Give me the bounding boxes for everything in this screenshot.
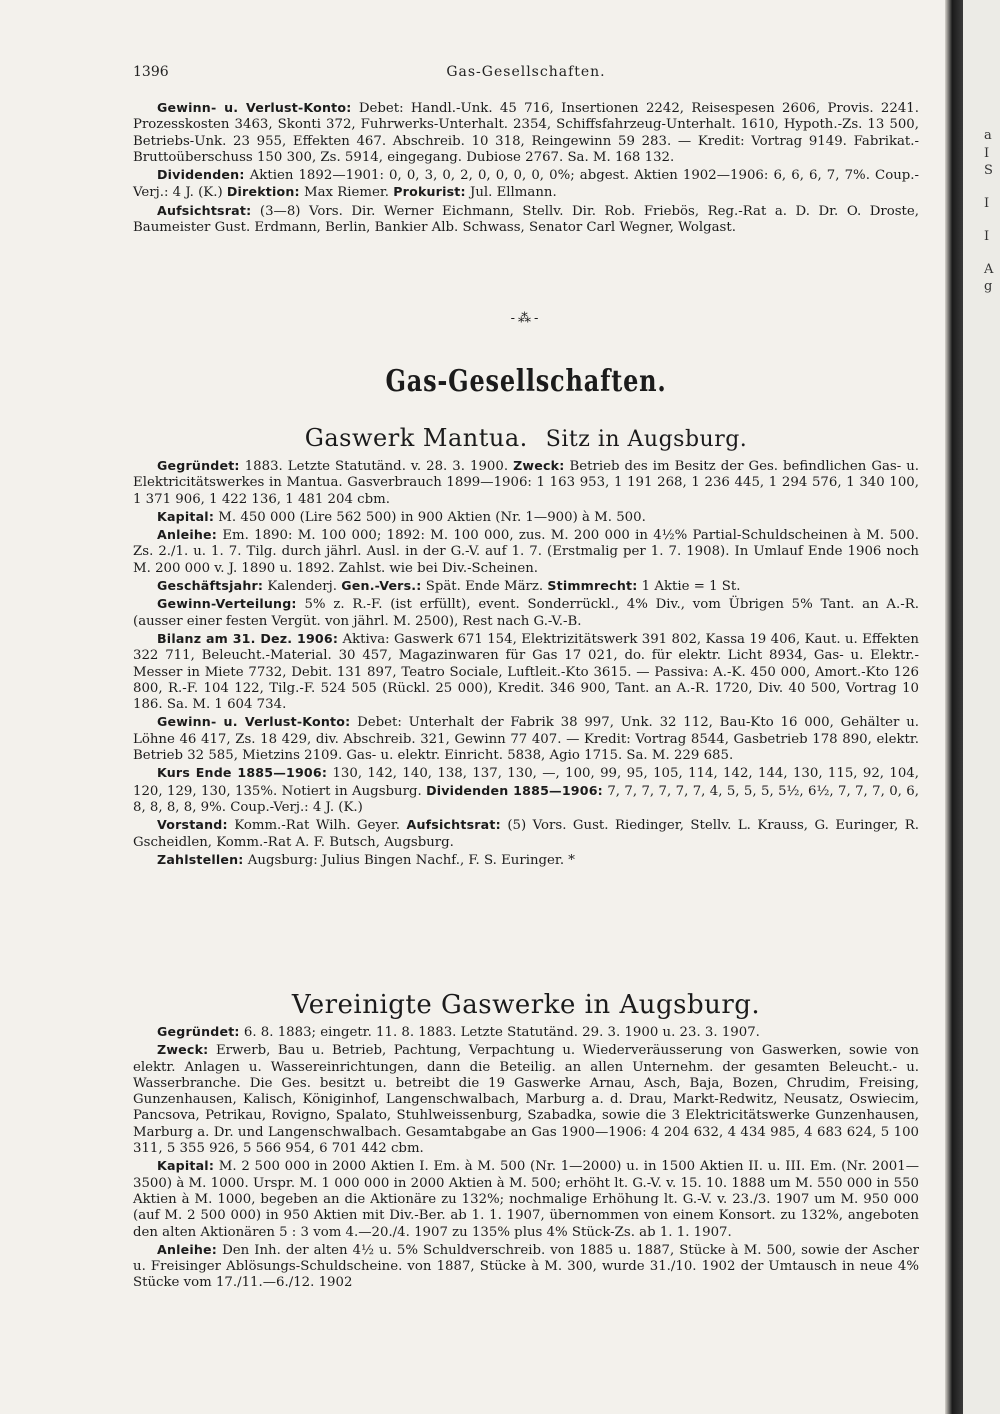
capital: Kapital: M. 2 500 000 in 2000 Aktien I. Em. à M. 500 (Nr. 1—2000) u. in 1500 Aktien II. u. III. Em. (Nr. 2001—3500) à M. 1000. Urspr. M. 1 000 000 in 2000 Aktien à M. 500; erhöht lt. G.-V. v. 15. 10. 1888 um M. 550 000 in 550 Aktien à M. 1000, begeben an die Aktionäre zu 132%; nochmalige Erhöhung lt. G.-V. v. 23./3. 1907 um M. 950 000 (auf M. 2 500 000) in 950 Aktien mit Div.-Ber. ab 1. 1. 1907, übernommen von einem Konsort. zu 132%, angeboten den alten Aktionären 5 : 3 vom 4.—20./4. 1907 zu 135% plus 4% Stück-Zs. ab 1. 1. 1907. (133, 1158, 919, 1240)
company-gaswerk-mantua (133, 424, 919, 870)
previous-entry (133, 100, 919, 237)
profit-distribution: Gewinn-Verteilung: 5% z. R.-F. (ist erfüllt), event. Sonderrückl., 4% Div., vom Übrigen 5% Tant. an A.-R. (ausser einer festen Vergüt. von jährl. M. 2500), Rest nach G.-V.-B. (133, 596, 919, 629)
edge-char: a (984, 128, 992, 143)
capital: Kapital: M. 450 000 (Lire 562 500) in 900 Aktien (Nr. 1—900) à M. 500. (157, 508, 646, 525)
prev-supervisory-board: Aufsichtsrat: (3—8) Vors. Dir. Werner Eichmann, Stellv. Dir. Rob. Friebös, Reg.-Rat a. D. Dr. O. Droste, Baumeister Gust. Erdmann, Berlin, Bankier Alb. Schwass, Senator Carl Wegner, Wolgast. (133, 202, 919, 236)
edge-char: I (984, 229, 990, 244)
balance-sheet: Bilanz am 31. Dez. 1906: Aktiva: Gaswerk 671 154, Elektrizitätswerk 391 802, Kassa 19 406, Kaut. u. Effekten 322 711, Beleucht.-Material. 30 457, Magazinwaren für Gas 17 021, do. für elektr. Licht 8934, Gas- u. Elektr.-Messer in Miete 7732, Debit. 131 897, Teatro Sociale, Luftleit.-Kto 3615. — Passiva: A.-K. 450 000, Amort.-Kto 126 800, R.-F. 104 122, Tilg.-F. 524 505 (Rückl. 25 000), Kredit. 346 900, Tant. an A.-R. 1720, Div. 40 500, Vortrag 10 186. Sa. M. 1 604 734. (133, 630, 919, 713)
next-page-edge (963, 0, 1000, 1414)
running-title: Gas-Gesellschaften. (446, 64, 606, 80)
share-prices: Kurs Ende 1885—1906: 130, 142, 140, 138, 137, 130, —, 100, 99, 95, 105, 114, 142, 144, 130, 115, 92, 104, 120, 129, 130, 135%. Notiert in Augsburg. Dividenden 1885—1906: 7, 7, 7, 7, 7, 7, 4, 5, 5, 5, 5½, 6½, 7, 7, 7, 0, 6, 8, 8, 8, 8, 9%. Coup.-Verj.: 4 J. (K.) (133, 765, 919, 815)
edge-char: I (984, 146, 990, 161)
founded-purpose: Gegründet: 1883. Letzte Statutänd. v. 28. 3. 1900. Zweck: Betrieb des im Besitz der Ges. befindlichen Gas- u. Elektricitätswerkes in Mantua. Gasverbrauch 1899—1906: 1 163 953, 1 191 268, 1 236 445, 1 294 576, 1 340 100, 1 371 906, 1 422 136, 1 481 204 cbm. (133, 458, 919, 507)
company-seat: Sitz in Augsburg. (545, 427, 748, 452)
fiscal-year: Geschäftsjahr: Kalenderj. Gen.-Vers.: Spät. Ende März. Stimmrecht: 1 Aktie = 1 St. (157, 578, 741, 595)
edge-char: S (984, 163, 993, 178)
company-vereinigte-gaswerke (133, 990, 919, 1293)
book-gutter (945, 0, 963, 1414)
edge-char: A (984, 262, 994, 277)
purpose: Zweck: Erwerb, Bau u. Betrieb, Pachtung, Verpachtung u. Wiederveräusserung von Gaswerken, sowie von elektr. Anlagen u. Wassereinrichtungen, dann die Beteilig. an allen Unternehm. der gesamten Beleucht.- u. Wasserbranche. Die Ges. besitzt u. betreibt die 19 Gaswerke Arnau, Asch, Baja, Bozen, Chrudim, Freising, Gunzenhausen, Kalisch, Königinhof, Langenschwalbach, Marburg a. d. Drau, Markt-Redwitz, Neusatz, Oswiecim, Pancsova, Petrikau, Rovigno, Spalato, Stuhlweissenburg, Szabadka, sowie die 3 Elektricitätswerke Gunzenhausen, Marburg a. Dr. und Langenschwalbach. Gesamtabgabe an Gas 1900—1906: 4 204 632, 4 434 985, 4 683 624, 5 100 311, 5 355 926, 5 566 954, 6 701 442 cbm. (133, 1042, 919, 1157)
profit-loss-account: Gewinn- u. Verlust-Konto: Debet: Unterhalt der Fabrik 38 997, Unk. 32 112, Bau-Kto 16 000, Gehälter u. Löhne 46 417, Zs. 18 429, div. Abschreib. 321, Gewinn 77 407. — Kredit: Vortrag 8544, Gasbetrieb 178 890, elektr. Betrieb 32 585, Mietzins 2109. Gas- u. elektr. Einricht. 5838, Agio 1715. Sa. M. 229 685. (133, 714, 919, 764)
loan: Anleihe: Em. 1890: M. 100 000; 1892: M. 100 000, zus. M. 200 000 in 4½% Partial-Schuldscheinen à M. 500. Zs. 2./1. u. 1. 7. Tilg. durch jährl. Ausl. in der G.-V. auf 1. 7. (Erstmalig per 1. 7. 1908). In Umlauf Ende 1906 noch M. 200 000 v. J. 1890 u. 1892. Zahlst. wie bei Div.-Scheinen. (133, 527, 919, 576)
prev-dividends: Dividenden: Aktien 1892—1901: 0, 0, 3, 0, 2, 0, 0, 0, 0, 0%; abgest. Aktien 1902—1906: 6, 6, 6, 7, 7%. Coup.-Verj.: 4 J. (K.) Direktion: Max Riemer. Prokurist: Jul. Ellmann. (133, 167, 919, 201)
edge-char: I (984, 196, 990, 211)
company-title: Vereinigte Gaswerke in Augsburg. (291, 990, 761, 1020)
founded: Gegründet: 6. 8. 1883; eingetr. 11. 8. 1883. Letzte Statutänd. 29. 3. 1900 u. 23. 3. 1907. (157, 1024, 760, 1040)
page-number: 1396 (133, 64, 169, 80)
paying-agents: Zahlstellen: Augsburg: Julius Bingen Nachf., F. S. Euringer. * (157, 851, 575, 868)
ornament: -⁂- (510, 311, 542, 326)
loan: Anleihe: Den Inh. der alten 4½ u. 5% Schuldverschreib. von 1885 u. 1887, Stücke à M. 500, sowie der Ascher u. Freisinger Ablösungs-Schuldscheine. von 1887, Stücke à M. 300, wurde 31./10. 1902 der Umtausch in neue 4% Stücke vom 17./11.—6./12. 1902 (133, 1241, 919, 1291)
board: Vorstand: Komm.-Rat Wilh. Geyer. Aufsichtsrat: (5) Vors. Gust. Riedinger, Stellv. L. Krauss, G. Euringer, R. Gscheidlen, Komm.-Rat A. F. Butsch, Augsburg. (133, 817, 919, 850)
company-title: Gaswerk Mantua. Sitz in Augsburg. (304, 424, 748, 452)
section-title: Gas-Gesellschaften. (385, 364, 667, 399)
prev-profit-loss: Gewinn- u. Verlust-Konto: Debet: Handl.-Unk. 45 716, Insertionen 2242, Reisespesen 2606, Provis. 2241. Prozesskosten 3463, Skonti 372, Fuhrwerks-Unterhalt. 2354, Schiffsfahrzeug-Unterhalt. 1610, Hypoth.-Zs. 13 500, Betriebs-Unk. 23 955, Effekten 467. Abschreib. 10 318, Reingewinn 59 283. — Kredit: Vortrag 9149. Fabrikat.-Bruttoüberschuss 150 300, Zs. 5914, eingegang. Dubiose 2767. Sa. M. 168 132. (133, 100, 919, 165)
edge-char: g (984, 279, 993, 294)
